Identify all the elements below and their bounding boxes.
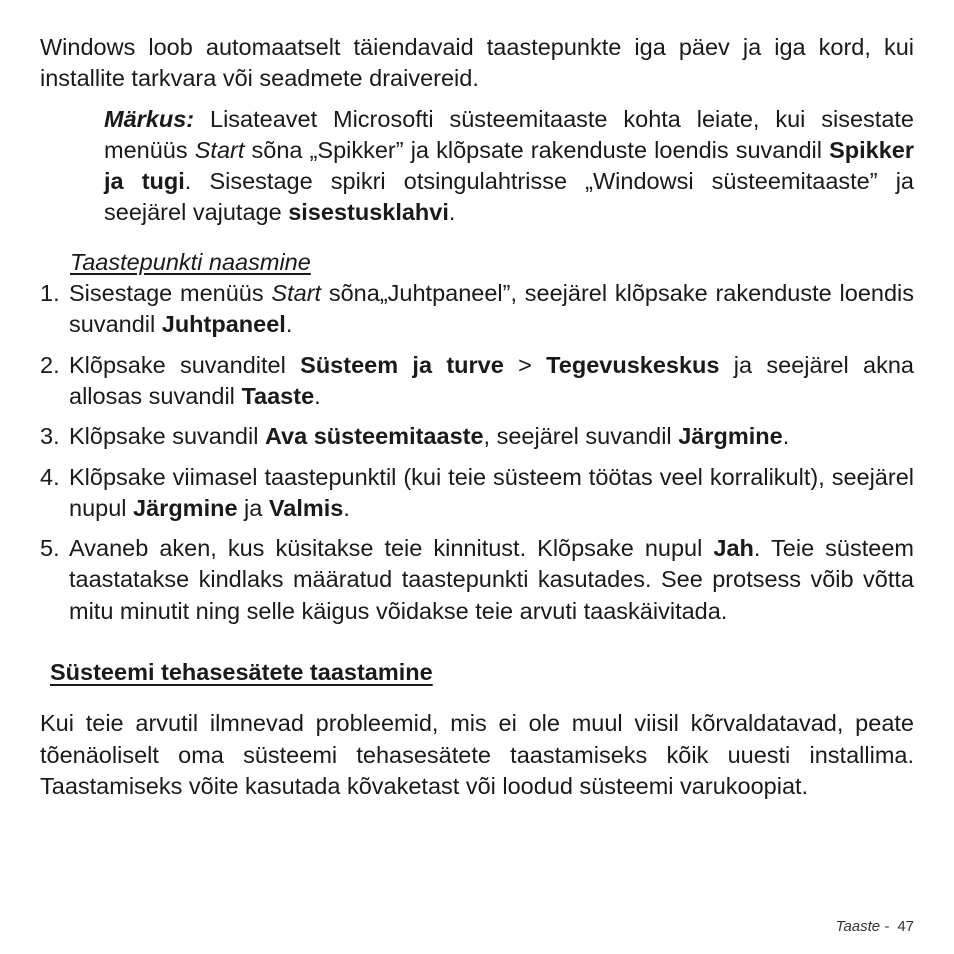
step-text: Avaneb aken, kus küsitakse teie kinnitust. Klõpsake nupul: [69, 535, 714, 562]
footer-section: Taaste -: [835, 918, 890, 935]
step-text: Klõpsake suvandil: [69, 423, 265, 450]
step-bold-term: Jah: [713, 535, 754, 562]
list-item: [40, 462, 914, 525]
step-bold-term: Järgmine: [678, 423, 783, 450]
page-number: 47: [897, 918, 914, 935]
step-text: Klõpsake viimasel taastepunktil (kui teie süsteem töötas veel korralikult), seejärel nupul: [69, 463, 914, 521]
note-text: sõna „Spikker” ja klõpsate rakenduste loendis suvandil: [244, 136, 830, 163]
step-number: 1.: [40, 280, 60, 307]
page-footer: [836, 917, 914, 937]
note-label: Märkus:: [104, 105, 195, 132]
step-text: >: [503, 351, 547, 378]
step-text: sõna„Juhtpaneel”, seejärel klõpsake rakenduste loendis suvandil: [69, 280, 914, 338]
note-text: .: [448, 199, 456, 226]
step-number: 3.: [40, 423, 60, 450]
step-bold-term: Tegevuskeskus: [546, 351, 720, 378]
step-text: Klõpsake suvanditel: [69, 351, 301, 378]
step-bold-term: Valmis: [268, 494, 344, 521]
step-text: .: [343, 494, 350, 521]
note-paragraph: [104, 104, 914, 229]
step-bold-term: Taaste: [241, 382, 315, 409]
section-heading: Süsteemi tehasesätete taastamine: [50, 659, 433, 686]
step-number: 4.: [40, 463, 60, 490]
note-text: . Sisestage spikri otsingulahtrisse „Windowsi süsteemitaaste” ja seejärel vajutage: [104, 168, 914, 226]
step-text: , seejärel suvandil: [483, 423, 679, 450]
step-text: ja: [237, 494, 269, 521]
section-paragraph: Kui teie arvutil ilmnevad probleemid, mis ei ole muul viisil kõrvaldatavad, peate tõenäoliselt oma süsteemi tehasesätete taastamiseks kõik uuesti installima. Taastamiseks võite kasutada kõvaketast või loodud süsteemi varukoopiat.: [40, 710, 914, 799]
list-item: [40, 421, 914, 452]
note-text: Lisateavet Microsofti süsteemitaaste kohta leiate, kui sisestate menüüs: [104, 105, 914, 163]
document-page: [40, 32, 914, 802]
list-item: [40, 278, 914, 341]
step-number: 5.: [40, 535, 60, 562]
note-bold-term: Spikker ja tugi: [104, 136, 915, 195]
steps-list: [40, 278, 914, 627]
intro-paragraph: Windows loob automaatselt täiendavaid taastepunkte iga päev ja iga kord, kui installite tarkvara või seadmete draivereid.: [40, 34, 914, 92]
step-text: .: [314, 382, 321, 409]
step-bold-term: Juhtpaneel: [161, 311, 286, 338]
step-text: ja seejärel akna allosas suvandil: [69, 351, 914, 409]
step-text: . Teie süsteem taastatakse kindlaks määratud taastepunkti kasutades. See protsess võib võtta mitu minutit ning selle käigus võidakse teie arvuti taaskäivitada.: [69, 535, 914, 624]
step-text: .: [782, 423, 790, 450]
step-text: .: [285, 311, 293, 338]
step-bold-term: Ava süsteemitaaste: [264, 423, 484, 450]
note-start-term: Start: [194, 136, 245, 163]
step-text: Sisestage menüüs: [69, 280, 272, 307]
note-bold-term: sisestusklahvi: [288, 199, 449, 226]
step-bold-term: Süsteem ja turve: [300, 351, 504, 378]
step-bold-term: Järgmine: [133, 494, 238, 521]
step-number: 2.: [40, 351, 60, 378]
step-italic-term: Start: [271, 280, 322, 307]
list-item: [40, 533, 914, 627]
subheading: Taastepunkti naasmine: [70, 248, 311, 275]
list-item: [40, 350, 914, 413]
